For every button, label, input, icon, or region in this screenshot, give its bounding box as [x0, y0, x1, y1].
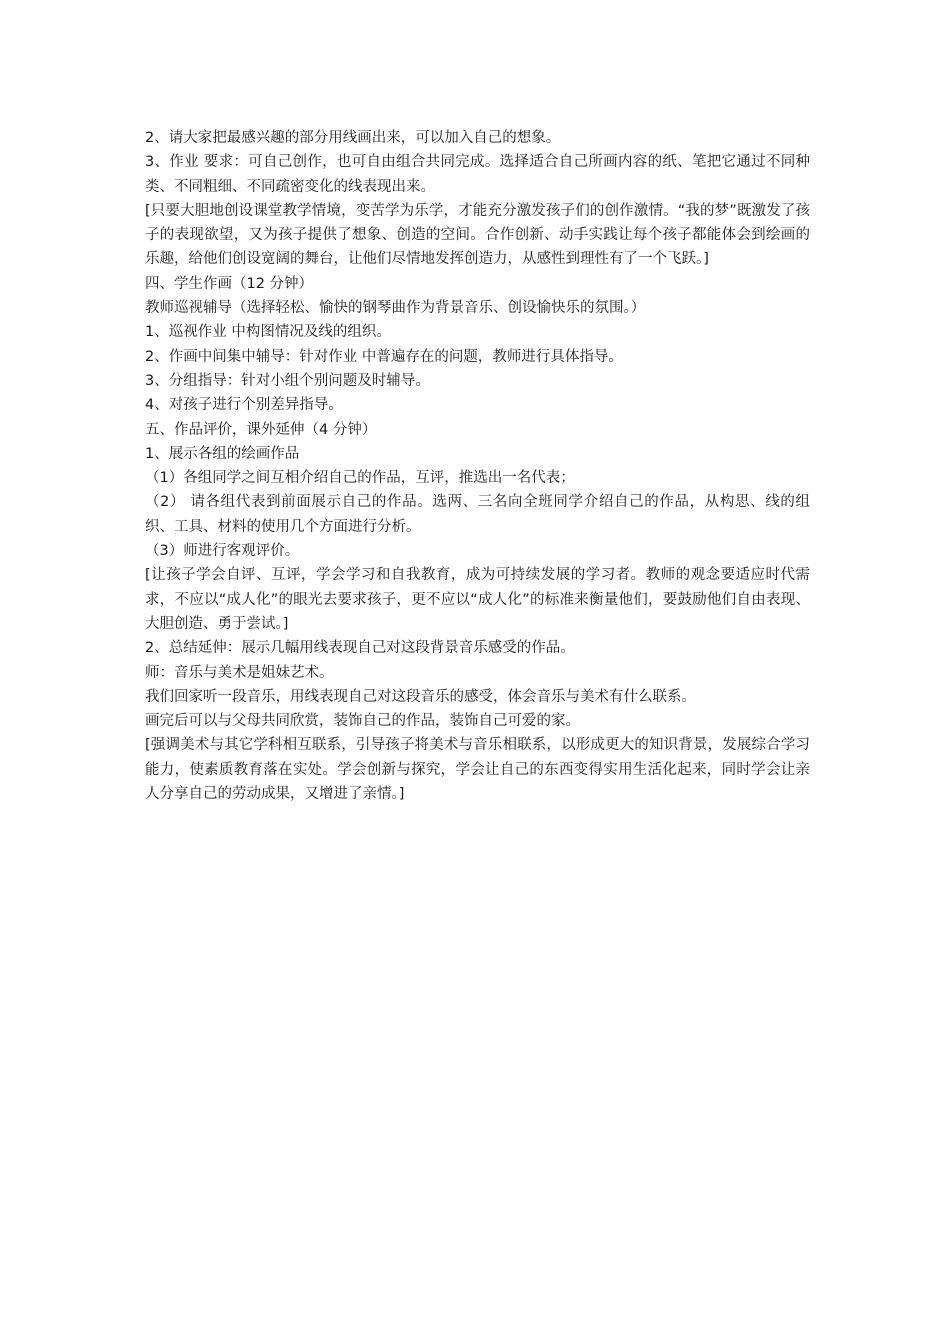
list-item-3: 3、分组指导：针对小组个别问题及时辅导。	[145, 372, 430, 389]
paragraph-teacher-guidance: 教师巡视辅导（选择轻松、愉快的钢琴曲作为背景音乐、创设愉快乐的氛围。）	[145, 300, 646, 317]
paragraph-note-2: [让孩子学会自评、互评，学会学习和自我教育，成为可持续发展的学习者。教师的观念要适应时代需求，不应以“成人化”的眼光去要求孩子，更不应以“成人化”的标准来衡量他们，要鼓励他们自由表现、大胆创造、勇于尝试。]	[145, 567, 810, 632]
paragraph-homework-2: 画完后可以与父母共同欣赏，装饰自己的作品，装饰自己可爱的家。	[145, 713, 580, 730]
paragraph-teacher-remark: 师：音乐与美术是姐妹艺术。	[145, 664, 334, 681]
list-item-summary: 2、总结延伸：展示几幅用线表现自己对这段背景音乐感受的作品。	[145, 640, 575, 657]
paragraph-task-2: 2、请大家把最感兴趣的部分用线画出来，可以加入自己的想象。	[145, 130, 561, 146]
sub-item-3: （3）师进行客观评价。	[145, 543, 300, 560]
section-heading-5: 五、作品评价，课外延伸（4 分钟）	[145, 421, 377, 438]
sub-item-2: （2） 请各组代表到前面展示自己的作品。选两、三名向全班同学介绍自己的作品，从构思、线的组织、工具、材料的使用几个方面进行分析。	[145, 494, 810, 535]
sub-item-1: （1）各组同学之间互相介绍自己的作品，互评，推选出一名代表；	[145, 470, 575, 487]
paragraph-note-3: [强调美术与其它学科相互联系，引导孩子将美术与音乐相联系，以形成更大的知识背景，发展综合学习能力，使素质教育落在实处。学会创新与探究，学会让自己的东西变得实用生活化起来，同时学会让亲人分享自己的劳动成果，又增进了亲情。]	[145, 737, 810, 803]
paragraph-note-1: [只要大胆地创设课堂教学情境，变苦学为乐学，才能充分激发孩子们的创作激情。“我的梦”既激发了孩子的表现欲望，又为孩子提供了想象、创造的空间。合作创新、动手实践让每个孩子都能体会到绘画的乐趣，给他们创设宽阔的舞台，让他们尽情地发挥创造力，从感性到理性有了一个飞跃。]	[145, 202, 810, 268]
paragraph-homework: 我们回家听一段音乐，用线表现自己对这段音乐的感受，体会音乐与美术有什么联系。	[145, 688, 696, 705]
list-item-4: 4、对孩子进行个别差异指导。	[145, 397, 343, 414]
document-body	[145, 126, 810, 806]
list-item-2: 2、作画中间集中辅导：针对作业 中普遍存在的问题，教师进行具体指导。	[145, 348, 623, 365]
list-item-1: 1、巡视作业 中构图情况及线的组织。	[145, 324, 391, 341]
list-item-show-works: 1、展示各组的绘画作品	[145, 445, 300, 462]
section-heading-4: 四、学生作画（12 分钟）	[145, 275, 314, 292]
paragraph-task-3: 3、作业 要求：可自己创作，也可自由组合共同完成。选择适合自己所画内容的纸、笔把它通过不同种类、不同粗细、不同疏密变化的线表现出来。	[145, 154, 810, 195]
